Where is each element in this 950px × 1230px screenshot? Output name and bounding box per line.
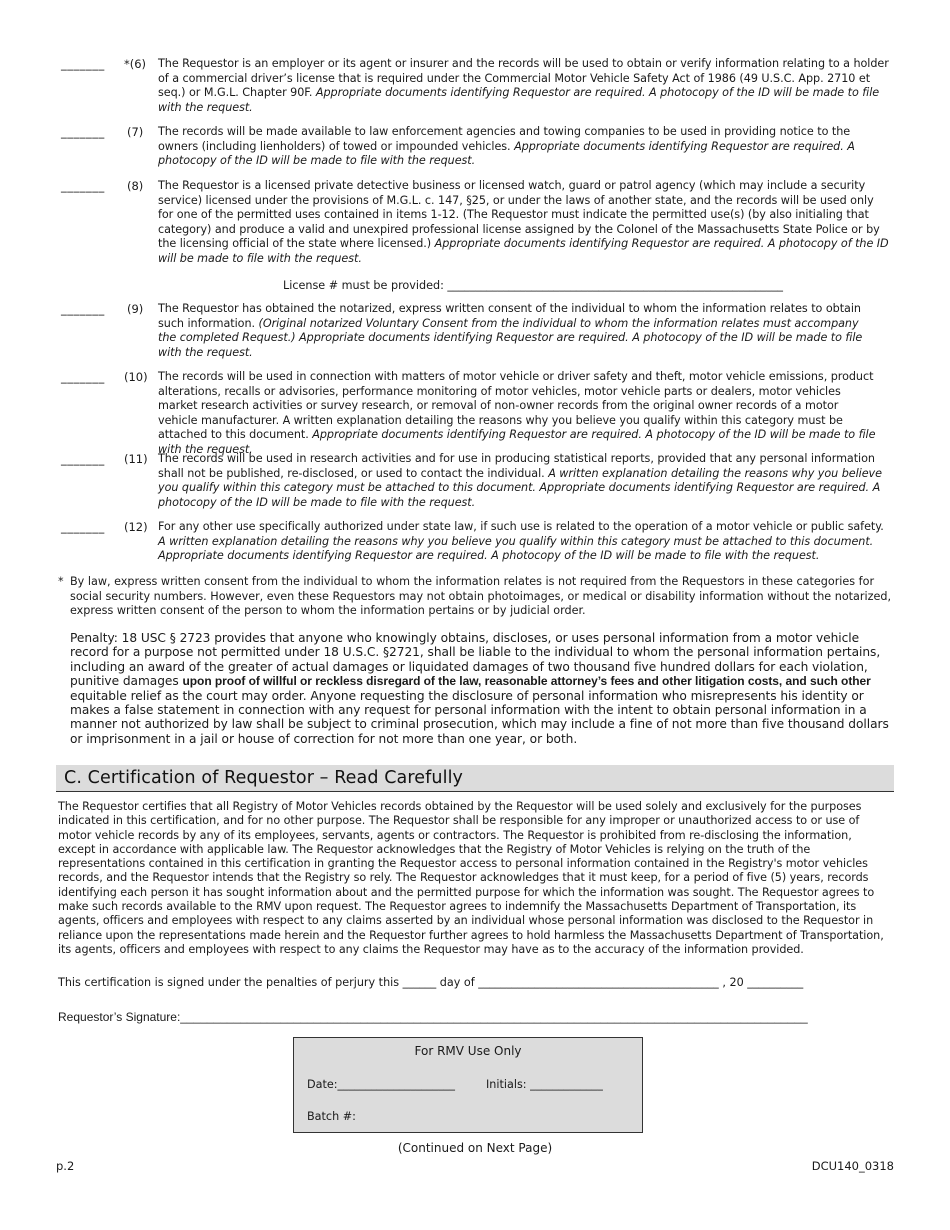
rmv-batch-field[interactable]: Batch #: [307,1110,356,1123]
rmv-initials-field[interactable]: Initials: _____________ [486,1078,603,1091]
penalty-bold-text: upon proof of willful or reckless disregard of the law, reasonable attorney’s fees and other litigation costs, and such other [182,674,871,689]
initial-blank[interactable]: _______ [61,302,105,316]
item-text: For any other use specifically authorized under state law, if such use is related to the operation of a motor vehicle or public safety. A written explanation detailing the reasons why you believe you qualify within this category must be attached to this document. Appropriate documents identifying Requestor are required. A photocopy of the ID will be made to file with the request. [158,520,884,562]
item-number: (12) [124,520,148,534]
item-text: The Requestor is an employer or its agent or insurer and the records will be used to obtain or verify information relating to a holder of a commercial driver’s license that is required under the Commercial Motor Vehicle Safety Act of 1986 (49 U.S.C. App. 2710 et seq.) or M.G.L. Chapter 90F. Appropriate documents identifying Requestor are required. A photocopy of the ID will be made to file with the request. [158,57,889,114]
license-number-field[interactable]: License # must be provided: ____________________________________________________________ [283,279,784,292]
continued-note: (Continued on Next Page) [397,1141,553,1155]
initial-blank[interactable]: _______ [61,179,105,193]
initial-blank[interactable]: _______ [61,125,105,139]
asterisk-note-text: By law, express written consent from the individual to whom the information relates is not required from the Requestors in these categories for social security numbers. However, even these Requestors may not obtain photoimages, or medical or disability information without the notarized, express written consent of the person to whom the information pertains or by judicial order. [70,575,892,617]
section-c-header [56,765,894,792]
item-number: (7) [127,125,144,139]
page-number: p.2 [56,1159,75,1173]
item-text: The records will be used in connection with matters of motor vehicle or driver safety and theft, motor vehicle emissions, product alterations, recalls or advisories, performance monitoring of motor vehicles, motor vehicle parts or dealers, motor vehicles market research activities or survey research, or removal of non-owner records from the original owner records of a motor vehicle manufacturer. A written explanation detailing the reasons why you believe you qualify within this category must be attached to this document. Appropriate documents identifying Requestor are required. A photocopy of the ID will be made to file with the request. [158,370,876,456]
item-number: (9) [127,302,144,316]
initial-blank[interactable]: _______ [61,57,105,71]
requestor-signature-field[interactable]: Requestor’s Signature:______________________________________________________________________________________________ [58,1010,808,1024]
section-c-title: C. Certification of Requestor – Read Carefully [64,768,463,788]
initial-blank[interactable]: _______ [61,520,105,534]
item-number: (8) [127,179,144,193]
item-text: The Requestor has obtained the notarized, express written consent of the individual to whom the information relates to obtain such information. (Original notarized Voluntary Consent from the individual to whom the information relates must accompany the completed Request.) Appropriate documents identifying Requestor are required. A photocopy of the ID will be made to file with the request. [158,302,863,359]
item-text: The Requestor is a licensed private detective business or licensed watch, guard or patrol agency (which may include a security service) licensed under the provisions of M.G.L. c. 147, §25, or under the laws of another state, and the records will be used only for one of the permitted uses contained in items 1-12. (The Requestor must indicate the permitted use(s) (by also initialing that category) and produce a valid and unexpired professional license assigned by the Colonel of the Massachusetts State Police or by the licensing official of the state where licensed.) Appropriate documents identifying Requestor are required. A photocopy of the ID will be made to file with the request. [158,179,889,265]
penalty-paragraph: Penalty: 18 USC § 2723 provides that anyone who knowingly obtains, discloses, or uses personal information from a motor vehicle record for a purpose not permitted under 18 U.S.C. §2721, shall be liable to the individual to whom the personal information pertains, including an award of the greater of actual damages or liquidated damages of two thousand five hundred dollars for each violation, punitive damages upon proof of willful or reckless disregard of the law, reasonable attorney’s fees and other litigation costs, and such other equitable relief as the court may order. Anyone requesting the disclosure of personal information who misrepresents his identity or makes a false statement in connection with any request for personal information with the intent to obtain personal information in a manner not authorized by law shall be subject to criminal prosecution, which may include a fine of not more than five thousand dollars or imprisonment in a jail or house of correction for not more than one year, or both. [70,631,889,746]
item-text: The records will be used in research activities and for use in producing statistical reports, provided that any personal information shall not be published, re-disclosed, or used to contact the individual. A written explanation detailing the reasons why you believe you qualify within this category must be attached to this document. Appropriate documents identifying Requestor are required. A photocopy of the ID will be made to file with the request. [158,452,882,509]
asterisk-marker: * [58,575,64,588]
rmv-box-title: For RMV Use Only [414,1044,522,1058]
item-number: *(6) [124,57,147,71]
form-id: DCU140_0318 [811,1159,894,1173]
rmv-use-only-box [293,1037,643,1133]
certification-text: The Requestor certifies that all Registry of Motor Vehicles records obtained by the Requestor will be used solely and exclusively for the purposes indicated in this certification, and for no other purpose. The Requestor shall be responsible for any improper or unauthorized access to or use of motor vehicle records by any of its employees, servants, agents or contractors. The Requestor is prohibited from re-disclosing the information, except in accordance with applicable law. The Requestor acknowledges that the Registry of Motor Vehicles is relying on the truth of the representations contained in this certification in granting the Requestor access to personal information contained in the Registry's motor vehicles records, and the Requestor intends that the Registry so rely. The Requestor acknowledges that it must keep, for a period of five (5) years, records identifying each person it has sought information about and the permitted purpose for which the information was sought. The Requestor agrees to make such records available to the RMV upon request. The Requestor agrees to indemnify the Massachusetts Department of Transportation, its agents, officers and employees with respect to any claims asserted by an individual whose personal information was disclosed to the Requestor in reliance upon the representations made herein and the Requestor further agrees to hold harmless the Massachusetts Department of Transportation, its agents, officers and employees with respect to any claims the Requestor may have as to the accuracy of the information provided. [58,800,884,956]
item-number: (10) [124,370,148,384]
item-number: (11) [124,452,148,466]
initial-blank[interactable]: _______ [61,370,105,384]
item-text: The records will be made available to law enforcement agencies and towing companies to be used in providing notice to the owners (including lienholders) of towed or impounded vehicles. Appropriate documents identifying Requestor are required. A photocopy of the ID will be made to file with the request. [158,125,855,167]
perjury-date-line[interactable]: This certification is signed under the penalties of perjury this ______ day of ___________________________________________ , 20 __________ [58,976,804,989]
initial-blank[interactable]: _______ [61,452,105,466]
rmv-date-field[interactable]: Date:_____________________ [307,1078,455,1091]
